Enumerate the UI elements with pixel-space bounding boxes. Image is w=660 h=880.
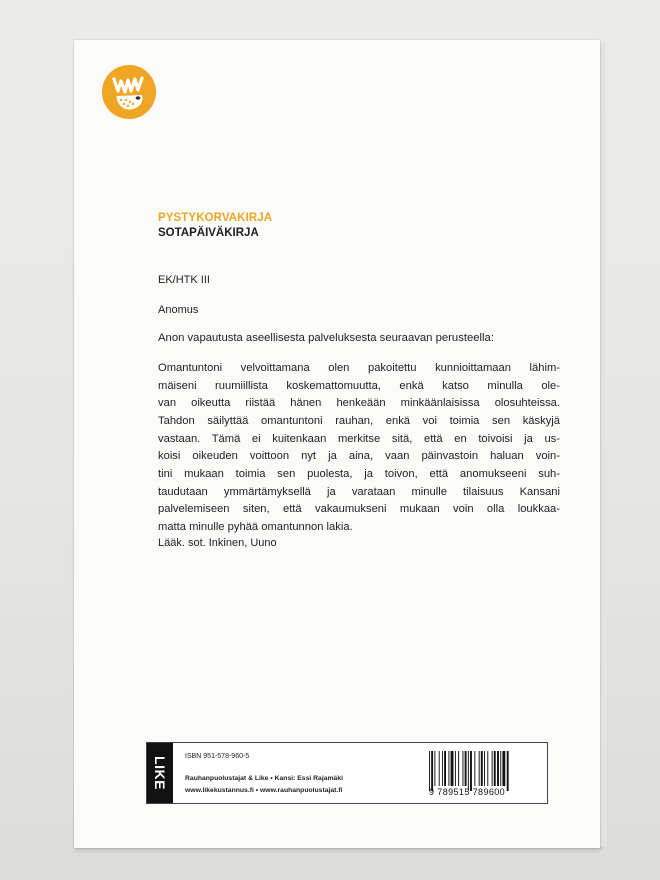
book-back-cover	[74, 40, 600, 848]
body-line: mäiseni ruumiillista koskemattomuutta, enkä katso minulla ole-	[158, 379, 560, 392]
body-line: palvelemiseen siten, että vakaumukseni mukaan voin olla loukkaa-	[158, 503, 560, 516]
isbn: ISBN 951-578-960-5	[185, 753, 250, 760]
signature-line: Lääk. sot. Inkinen, Uuno	[158, 537, 277, 549]
body-line: koisi oikeuden voittoon nyt ja aina, vaan päinvastoin haluan voin-	[158, 450, 560, 463]
barcode-digits: 9 789515 789600	[429, 787, 506, 797]
publisher-logo: LIKE	[152, 756, 168, 790]
book-page-edge	[600, 42, 606, 846]
imprint-box	[146, 742, 548, 804]
body-line: Tahdon säilyttää omantuntoni rauhan, enkä voi toimia sen käskyjä	[158, 414, 560, 427]
dog-face-logo-icon	[102, 65, 156, 119]
body-line: taudutaan ymmärtämyksellä ja varataan minulle tilaisuus Kansani	[158, 485, 560, 498]
application-intro: Anon vapautusta aseellisesta palveluksesta seuraavan perusteella:	[158, 332, 494, 344]
body-line: van oikeutta riistää hänen henkeään minkäänlaisissa olosuhteissa.	[158, 397, 560, 410]
body-line: tini mukaan toimia sen puolesta, ja toivon, että anomukseeni suh-	[158, 467, 560, 480]
body-line: vastaan. Tämä ei kuitenkaan merkitse sitä, että en toivoisi ja us-	[158, 432, 560, 445]
body-line: matta minulle pyhää omantunnon lakia.	[158, 520, 353, 533]
series-name: PYSTYKORVAKIRJA	[158, 212, 273, 224]
body-line: Omantuntoni velvoittamana olen pakoitettu kunnioittamaan lähim-	[158, 362, 560, 374]
application-body	[158, 360, 560, 537]
document-reference: EK/HTK III	[158, 274, 210, 286]
urls: www.likekustannus.fi • www.rauhanpuolustajat.fi	[185, 787, 343, 794]
book-title: SOTAPÄIVÄKIRJA	[158, 227, 259, 239]
publisher-logo-strip	[147, 743, 173, 803]
credits: Rauhanpuolustajat & Like • Kansi: Essi Rajamäki	[185, 775, 343, 782]
document-heading: Anomus	[158, 304, 199, 316]
